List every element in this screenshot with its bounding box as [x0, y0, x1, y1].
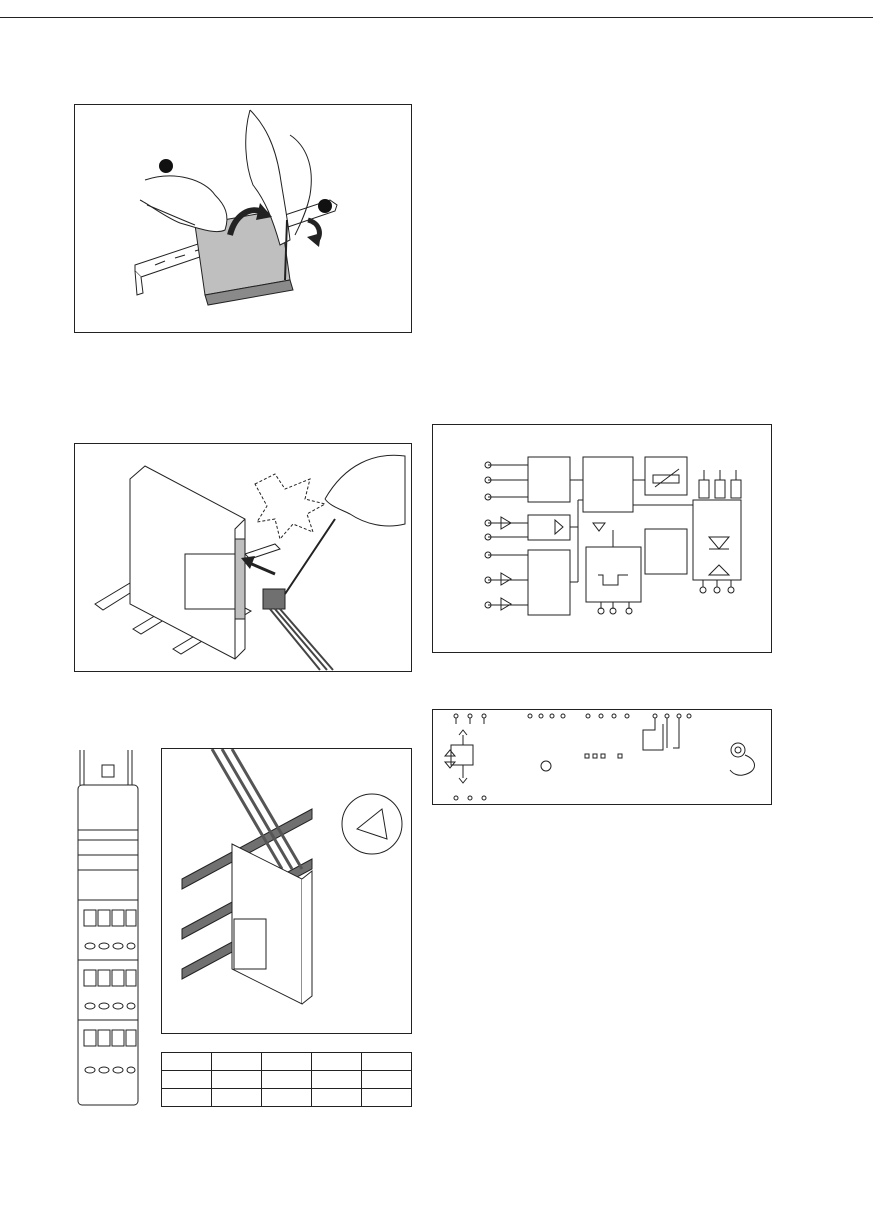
mounting-figure — [74, 104, 412, 333]
table-row — [162, 1089, 412, 1107]
table-cell — [362, 1089, 412, 1107]
install-illustration — [162, 749, 411, 1033]
install-figure — [161, 748, 412, 1034]
table-cell — [212, 1089, 262, 1107]
front-panel — [433, 710, 771, 804]
step-marker-1 — [159, 159, 173, 173]
table-cell — [262, 1071, 312, 1089]
table-cell — [212, 1071, 262, 1089]
side-view-figure — [74, 750, 142, 1108]
table-cell — [262, 1089, 312, 1107]
table-cell — [162, 1089, 212, 1107]
table-cell — [312, 1071, 362, 1089]
table-cell — [162, 1053, 212, 1071]
block-diagram — [433, 425, 771, 652]
table-cell — [262, 1053, 312, 1071]
step-marker-2 — [318, 199, 332, 213]
terminal-block-2 — [84, 970, 136, 1009]
table-cell — [362, 1071, 412, 1089]
connector-figure — [74, 443, 412, 672]
side-view — [74, 750, 142, 1108]
table-cell — [162, 1071, 212, 1089]
table-cell — [312, 1089, 362, 1107]
terminal-block-3 — [84, 1030, 136, 1073]
terminal-table — [161, 1052, 412, 1107]
table-row — [162, 1071, 412, 1089]
table-cell — [212, 1053, 262, 1071]
table-row — [162, 1053, 412, 1071]
table-cell — [312, 1053, 362, 1071]
front-panel-figure — [432, 709, 772, 805]
top-terminals — [454, 714, 691, 718]
block-diagram-figure — [432, 424, 772, 653]
mounting-illustration — [75, 105, 411, 332]
header-rule — [0, 17, 873, 18]
terminal-block-1 — [84, 910, 136, 949]
connector-illustration — [75, 444, 411, 671]
table-cell — [362, 1053, 412, 1071]
